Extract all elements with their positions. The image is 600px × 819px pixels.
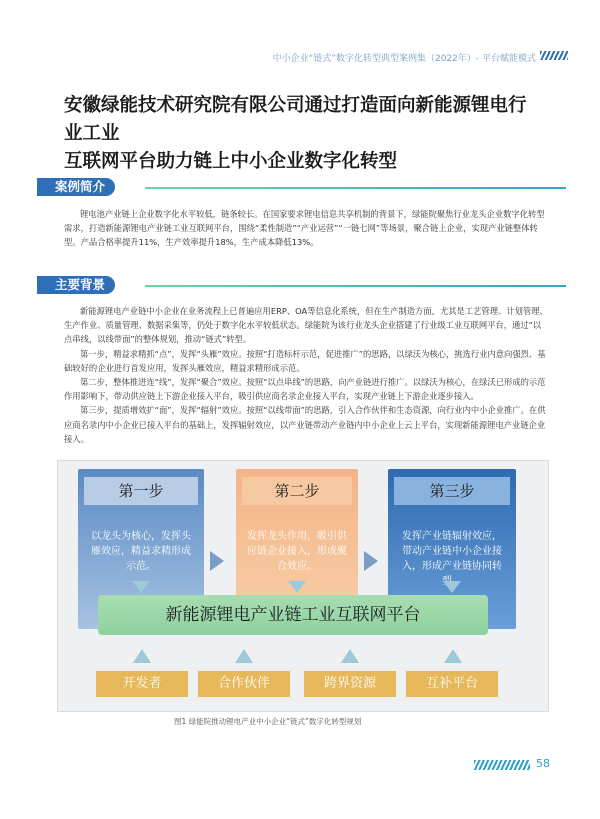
section-divider-intro: [145, 187, 566, 189]
page-number: 58: [536, 757, 550, 770]
header-stripes-decoration: [540, 51, 568, 60]
background-p4: 第三步，提质增效扩“面”，发挥“辐射”效应。按照“以线带面”的思路，引入合作伙伴和生态资源，向行业内中小企业推广。在供应商名录内中小企业已接入平台的基础上，发挥辐射效应，以产业链带动产业链内中小企业上云上平台，实现新能源锂电产业链企业接入。: [64, 405, 546, 444]
background-paragraphs: [64, 304, 548, 446]
partner-developers: 开发者: [96, 671, 188, 697]
partner-cross-resources: 跨界资源: [304, 671, 396, 697]
arrow-down-icon: [443, 581, 461, 593]
footer-stripes-decoration: [474, 760, 530, 770]
step-3-heading: 第三步: [394, 477, 510, 505]
step-3-text: 发挥产业链辐射效应，带动产业链中小企业接入，形成产业链协同转型。: [402, 531, 502, 587]
intro-paragraph: [64, 207, 548, 250]
step-2-text: 发挥龙头作用，吸引供应链企业接入，形成聚合效应。: [247, 531, 347, 572]
section-tag-intro: 案例简介: [45, 178, 115, 196]
intro-text: 锂电池产业链上企业数字化水平较低，链条较长。在国家要求锂电信息共享机制的背景下，绿能院聚焦行业龙头企业数字化转型需求，打造新能源锂电产业链工业互联网平台，围绕“柔性制造”“产业运营”“一链七网”等场景，聚合链上企业，实现产业链整体转型。产品合格率提升11%，生产效率提升18%，生产成本降低13%。: [64, 209, 545, 248]
arrow-up-icon: [133, 649, 151, 663]
step-2-heading: 第二步: [242, 477, 352, 505]
arrow-right-icon: [210, 551, 224, 571]
running-header: 中小企业“链式”数字化转型典型案例集（2022年）- 平台赋能模式: [272, 54, 536, 64]
arrow-up-icon: [341, 649, 359, 663]
partner-partners: 合作伙伴: [198, 671, 290, 697]
section-divider-background: [145, 285, 566, 287]
step-1-text: 以龙头为核心，发挥头雁效应，精益求精形成示范。: [91, 531, 191, 572]
section-tag-background: 主要背景: [45, 276, 115, 294]
background-p1: 新能源锂电产业链中小企业在业务流程上已普遍应用ERP、OA等信息化系统，但在生产制造方面，尤其是工艺管理、计划管理、生产作业、质量管理、数据采集等，仍处于数字化水平较低状态。绿能院为该行业龙头企业搭建了行业级工业互联网平台，通过“以点串线，以线带面”的整体规划，推动“链式”转型。: [64, 306, 548, 345]
background-p3: 第二步，整体推进连“线”，发挥“聚合”效应。按照“以点串线”的思路，向产业链进行推广。以绿沃为核心，在绿沃已形成的示范作用影响下，带动供应链上下游企业接入平台，吸引供应商名录企业接入平台，实现产业链上下游企业逐步接入。: [64, 377, 546, 402]
page-title: [64, 92, 544, 176]
arrow-down-icon: [132, 581, 150, 593]
arrow-up-icon: [444, 649, 462, 663]
transformation-figure: [57, 460, 549, 712]
title-line-1: 安徽绿能技术研究院有限公司通过打造面向新能源锂电行业工业: [64, 95, 527, 144]
arrow-right-icon: [364, 551, 378, 571]
partner-complementary-platforms: 互补平台: [406, 671, 498, 697]
title-line-2: 互联网平台助力链上中小企业数字化转型: [64, 151, 398, 172]
arrow-down-icon: [288, 581, 306, 593]
arrow-up-icon: [235, 649, 253, 663]
step-1-heading: 第一步: [84, 477, 198, 505]
background-p2: 第一步，精益求精抓“点”，发挥“头雁”效应。按照“打造标杆示范，促进推广”的思路，以绿沃为核心，挑选行业内意向强烈、基础较好的企业进行首发应用，发挥头雁效应，精益求精形成示范。: [64, 348, 546, 373]
figure-caption: 图1 绿能院推动锂电产业中小企业“链式”数字化转型规划: [174, 717, 362, 726]
platform-bar: 新能源锂电产业链工业互联网平台: [98, 595, 488, 635]
